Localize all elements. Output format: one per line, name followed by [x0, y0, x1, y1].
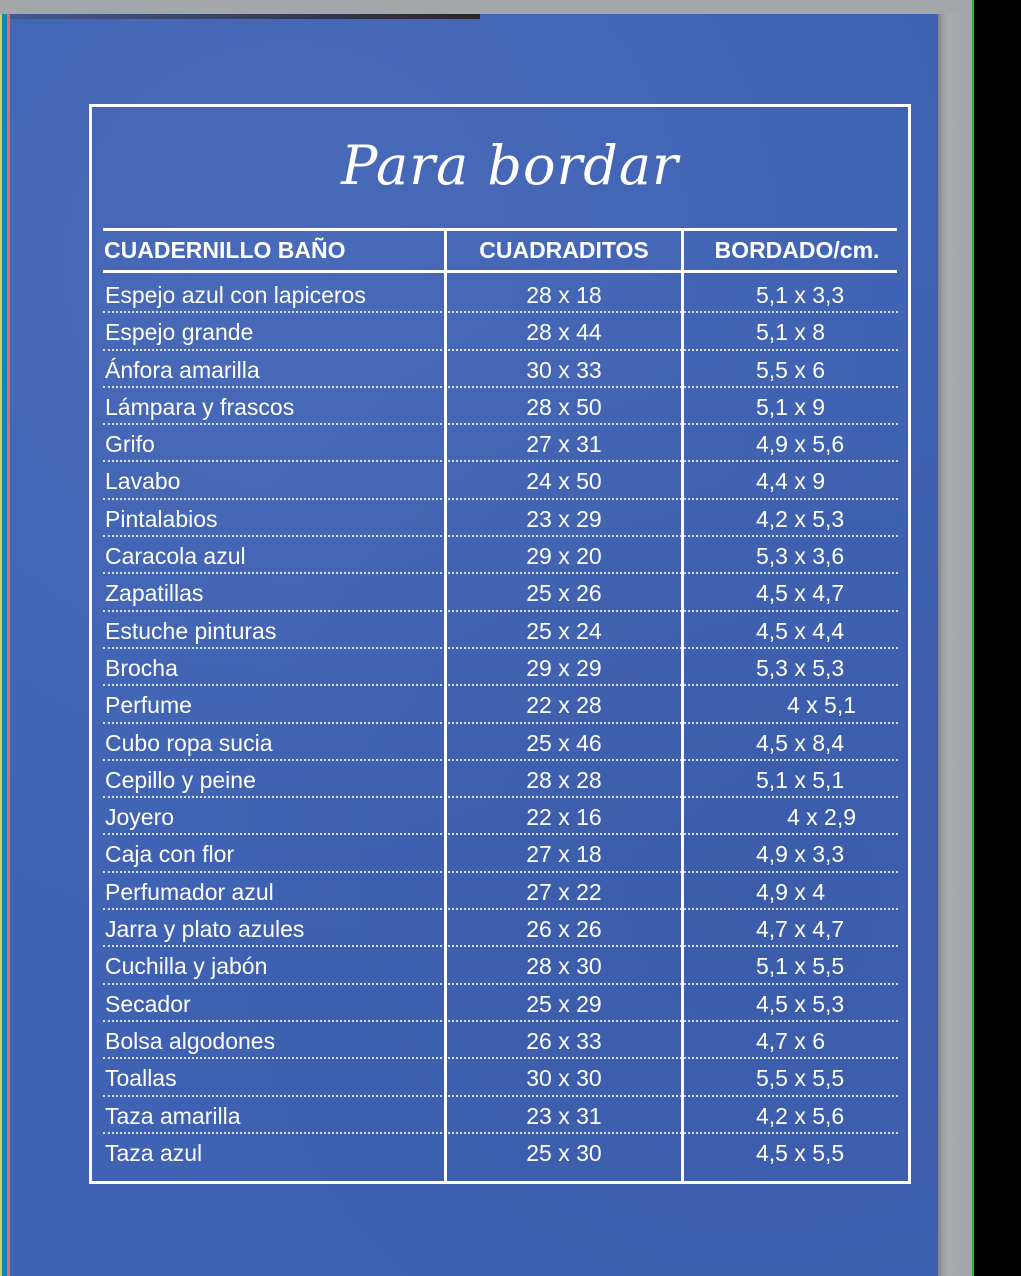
table-row: [103, 910, 898, 947]
item-name-cell: Perfume: [105, 692, 192, 719]
embroidery-size-cell: 5,3 x 3,6: [756, 543, 845, 570]
embroidery-size-cell: 5,3 x 5,3: [756, 654, 845, 681]
squares-cell: 25 x 24: [526, 617, 602, 644]
book-spine-edge: [0, 14, 10, 1276]
squares-cell: 25 x 46: [526, 729, 602, 756]
item-name-cell: Cuchilla y jabón: [105, 953, 268, 980]
item-name-cell: Perfumador azul: [105, 878, 274, 905]
table-row: [103, 425, 898, 462]
item-name-cell: Cubo ropa sucia: [105, 729, 273, 756]
table-row: [103, 985, 898, 1022]
squares-cell: 28 x 44: [526, 319, 602, 346]
embroidery-size-cell: 5,1 x 8: [756, 319, 826, 346]
embroidery-size-cell: 4,5 x 4,4: [756, 617, 845, 644]
table-row: [103, 500, 898, 537]
embroidery-size-cell: 4,2 x 5,6: [756, 1102, 845, 1129]
embroidery-size-cell: 5,5 x 5,5: [756, 1065, 845, 1092]
column-header-squares: CUADRADITOS: [479, 237, 649, 263]
table-row: [103, 574, 898, 611]
table-row: [103, 313, 898, 350]
squares-cell: 27 x 31: [526, 431, 602, 458]
embroidery-size-cell: 4,5 x 4,7: [756, 580, 845, 607]
table-row: [103, 649, 898, 686]
item-name-cell: Bolsa algodones: [105, 1027, 276, 1054]
embroidery-size-cell: 4,7 x 4,7: [756, 916, 845, 943]
table-row: [103, 612, 898, 649]
embroidery-size-cell: 5,1 x 3,3: [756, 282, 845, 308]
item-name-cell: Taza azul: [105, 1139, 203, 1166]
table-row: [103, 462, 898, 499]
squares-cell: 28 x 50: [526, 393, 602, 420]
item-name-cell: Jarra y plato azules: [105, 916, 305, 943]
embroidery-size-cell: 5,1 x 5,1: [756, 766, 845, 793]
item-name-cell: Grifo: [105, 431, 155, 458]
embroidery-size-cell: 4,5 x 5,5: [756, 1139, 845, 1166]
squares-cell: 23 x 31: [526, 1102, 602, 1129]
table-row: [103, 537, 898, 574]
squares-cell: 27 x 22: [526, 878, 602, 905]
table-row: [103, 873, 898, 910]
scan-black-margin: [974, 0, 1021, 1276]
item-name-cell: Lavabo: [105, 468, 181, 495]
table-row: [103, 1022, 898, 1059]
table-row: [103, 686, 898, 723]
squares-cell: 23 x 29: [526, 505, 602, 532]
item-name-cell: Joyero: [105, 804, 175, 831]
item-name-cell: Secador: [105, 990, 191, 1017]
table-row: [103, 1134, 898, 1171]
item-name-cell: Espejo grande: [105, 319, 254, 346]
item-name-cell: Cepillo y peine: [105, 766, 256, 793]
squares-cell: 28 x 18: [526, 282, 602, 308]
item-name-cell: Espejo azul con lapiceros: [105, 282, 366, 308]
table-row: [103, 798, 898, 835]
embroidery-size-cell: 4,4 x 9: [756, 468, 826, 495]
table-row: [103, 835, 898, 872]
table-row: [103, 947, 898, 984]
embroidery-size-cell: 4,9 x 3,3: [756, 841, 845, 868]
embroidery-size-cell: 4 x 5,1: [786, 692, 856, 719]
embroidery-size-cell: 4,2 x 5,3: [756, 505, 845, 532]
squares-cell: 25 x 29: [526, 990, 602, 1017]
squares-cell: 22 x 16: [526, 804, 602, 831]
squares-cell: 26 x 26: [526, 916, 602, 943]
item-name-cell: Caracola azul: [105, 543, 246, 570]
squares-cell: 26 x 33: [526, 1027, 602, 1054]
table-row: [103, 388, 898, 425]
squares-cell: 25 x 30: [526, 1139, 602, 1166]
item-name-cell: Taza amarilla: [105, 1102, 241, 1129]
squares-cell: 22 x 28: [526, 692, 602, 719]
squares-cell: 27 x 18: [526, 841, 602, 868]
item-name-cell: Pintalabios: [105, 505, 218, 532]
embroidery-size-cell: 4,5 x 5,3: [756, 990, 845, 1017]
embroidery-size-cell: 5,1 x 9: [756, 393, 826, 420]
table-row: [103, 724, 898, 761]
squares-cell: 28 x 28: [526, 766, 602, 793]
embroidery-size-cell: 4,7 x 6: [756, 1027, 826, 1054]
header-rule-bottom: [103, 270, 897, 273]
table-row: [103, 351, 898, 388]
item-name-cell: Brocha: [105, 654, 178, 681]
page-title: Para bordar: [341, 134, 679, 197]
scanner-top-edge: [0, 0, 1000, 14]
squares-cell: 24 x 50: [526, 468, 602, 495]
embroidery-size-cell: 5,1 x 5,5: [756, 953, 845, 980]
embroidery-size-cell: 4,5 x 8,4: [756, 729, 845, 756]
item-name-cell: Toallas: [105, 1065, 177, 1092]
squares-cell: 30 x 30: [526, 1065, 602, 1092]
embroidery-size-cell: 4,9 x 4: [756, 878, 826, 905]
item-name-cell: Caja con flor: [105, 841, 235, 868]
item-name-cell: Lámpara y frascos: [105, 393, 295, 420]
item-name-cell: Estuche pinturas: [105, 617, 277, 644]
column-header-item: CUADERNILLO BAÑO: [104, 237, 346, 263]
squares-cell: 25 x 26: [526, 580, 602, 607]
table-row: [103, 1059, 898, 1096]
table-row: [103, 761, 898, 798]
table-row: [103, 276, 898, 313]
squares-cell: 29 x 20: [526, 543, 602, 570]
item-name-cell: Zapatillas: [105, 580, 204, 607]
squares-cell: 30 x 33: [526, 356, 602, 383]
embroidery-size-cell: 5,5 x 6: [756, 356, 826, 383]
column-header-embroidery-size: BORDADO/cm.: [714, 237, 880, 263]
embroidery-size-cell: 4 x 2,9: [786, 804, 856, 831]
table-body: [103, 276, 898, 1171]
embroidery-size-cell: 4,9 x 5,6: [756, 431, 845, 458]
item-name-cell: Ánfora amarilla: [105, 356, 260, 383]
squares-cell: 28 x 30: [526, 953, 602, 980]
table-row: [103, 1097, 898, 1134]
cover-top-shadow: [10, 14, 480, 19]
squares-cell: 29 x 29: [526, 654, 602, 681]
